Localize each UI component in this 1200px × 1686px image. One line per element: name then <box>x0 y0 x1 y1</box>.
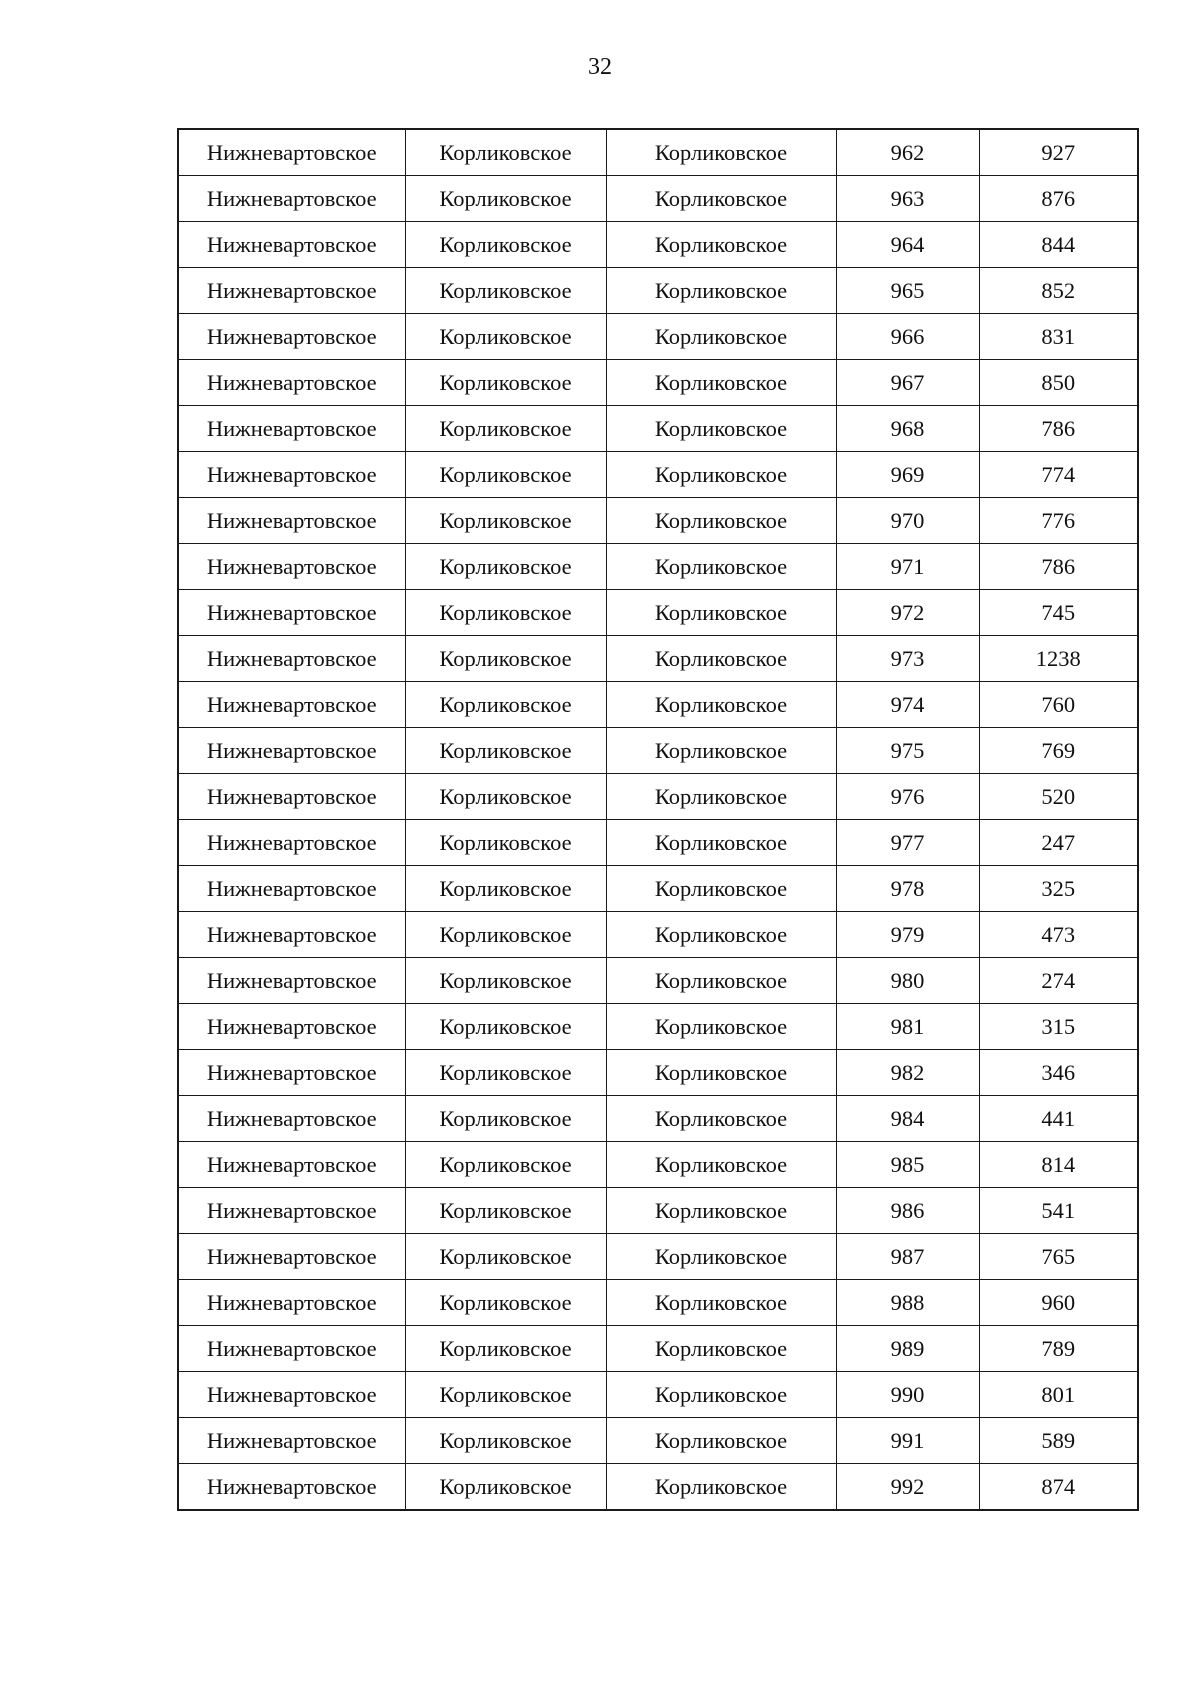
well-pad-number-cell: 977 <box>836 820 979 866</box>
district-cell: Нижневартовское <box>178 912 405 958</box>
field-cell: Корликовское <box>405 636 606 682</box>
well-pad-number-cell: 981 <box>836 1004 979 1050</box>
license-area-cell: Корликовское <box>606 1464 836 1511</box>
field-cell: Корликовское <box>405 129 606 176</box>
license-area-cell: Корликовское <box>606 682 836 728</box>
well-pad-number-cell: 970 <box>836 498 979 544</box>
table-row <box>178 774 1138 820</box>
table-row <box>178 406 1138 452</box>
value-cell: 769 <box>979 728 1138 774</box>
value-cell: 441 <box>979 1096 1138 1142</box>
license-area-cell: Корликовское <box>606 1326 836 1372</box>
value-cell: 774 <box>979 452 1138 498</box>
well-pad-number-cell: 963 <box>836 176 979 222</box>
value-cell: 960 <box>979 1280 1138 1326</box>
field-cell: Корликовское <box>405 222 606 268</box>
field-cell: Корликовское <box>405 820 606 866</box>
table-row <box>178 1188 1138 1234</box>
well-pad-number-cell: 967 <box>836 360 979 406</box>
field-cell: Корликовское <box>405 1004 606 1050</box>
table-row <box>178 1280 1138 1326</box>
value-cell: 520 <box>979 774 1138 820</box>
table-row <box>178 912 1138 958</box>
well-pad-number-cell: 973 <box>836 636 979 682</box>
well-pad-number-cell: 990 <box>836 1372 979 1418</box>
well-pad-number-cell: 984 <box>836 1096 979 1142</box>
table-body <box>178 129 1138 1510</box>
table-row <box>178 866 1138 912</box>
license-area-cell: Корликовское <box>606 498 836 544</box>
table-row <box>178 590 1138 636</box>
table-row <box>178 314 1138 360</box>
district-cell: Нижневартовское <box>178 1280 405 1326</box>
field-cell: Корликовское <box>405 176 606 222</box>
value-cell: 760 <box>979 682 1138 728</box>
field-cell: Корликовское <box>405 682 606 728</box>
district-cell: Нижневартовское <box>178 452 405 498</box>
value-cell: 589 <box>979 1418 1138 1464</box>
field-cell: Корликовское <box>405 406 606 452</box>
value-cell: 1238 <box>979 636 1138 682</box>
table-row <box>178 682 1138 728</box>
well-pad-number-cell: 979 <box>836 912 979 958</box>
field-cell: Корликовское <box>405 1280 606 1326</box>
license-area-cell: Корликовское <box>606 452 836 498</box>
field-cell: Корликовское <box>405 1418 606 1464</box>
district-cell: Нижневартовское <box>178 866 405 912</box>
value-cell: 541 <box>979 1188 1138 1234</box>
field-cell: Корликовское <box>405 1050 606 1096</box>
license-area-cell: Корликовское <box>606 912 836 958</box>
district-cell: Нижневартовское <box>178 1418 405 1464</box>
license-area-cell: Корликовское <box>606 1004 836 1050</box>
well-pad-number-cell: 962 <box>836 129 979 176</box>
value-cell: 473 <box>979 912 1138 958</box>
district-cell: Нижневартовское <box>178 636 405 682</box>
value-cell: 850 <box>979 360 1138 406</box>
well-pad-number-cell: 989 <box>836 1326 979 1372</box>
license-area-cell: Корликовское <box>606 820 836 866</box>
field-cell: Корликовское <box>405 268 606 314</box>
table-row <box>178 498 1138 544</box>
value-cell: 765 <box>979 1234 1138 1280</box>
license-area-cell: Корликовское <box>606 129 836 176</box>
value-cell: 315 <box>979 1004 1138 1050</box>
license-area-cell: Корликовское <box>606 590 836 636</box>
table-row <box>178 1004 1138 1050</box>
district-cell: Нижневартовское <box>178 176 405 222</box>
field-cell: Корликовское <box>405 958 606 1004</box>
value-cell: 776 <box>979 498 1138 544</box>
table-row <box>178 176 1138 222</box>
well-pad-number-cell: 985 <box>836 1142 979 1188</box>
field-cell: Корликовское <box>405 590 606 636</box>
field-cell: Корликовское <box>405 1096 606 1142</box>
field-cell: Корликовское <box>405 1142 606 1188</box>
field-cell: Корликовское <box>405 774 606 820</box>
district-cell: Нижневартовское <box>178 958 405 1004</box>
field-cell: Корликовское <box>405 498 606 544</box>
well-pad-number-cell: 965 <box>836 268 979 314</box>
table-row <box>178 544 1138 590</box>
field-cell: Корликовское <box>405 1234 606 1280</box>
value-cell: 346 <box>979 1050 1138 1096</box>
district-cell: Нижневартовское <box>178 1096 405 1142</box>
table-row <box>178 1050 1138 1096</box>
value-cell: 247 <box>979 820 1138 866</box>
table-row <box>178 728 1138 774</box>
value-cell: 927 <box>979 129 1138 176</box>
district-cell: Нижневартовское <box>178 1326 405 1372</box>
district-cell: Нижневартовское <box>178 1234 405 1280</box>
value-cell: 844 <box>979 222 1138 268</box>
well-pad-number-cell: 975 <box>836 728 979 774</box>
field-cell: Корликовское <box>405 314 606 360</box>
well-pad-number-cell: 980 <box>836 958 979 1004</box>
license-area-cell: Корликовское <box>606 1234 836 1280</box>
district-cell: Нижневартовское <box>178 406 405 452</box>
district-cell: Нижневартовское <box>178 1464 405 1511</box>
license-area-cell: Корликовское <box>606 314 836 360</box>
district-cell: Нижневартовское <box>178 728 405 774</box>
district-cell: Нижневартовское <box>178 774 405 820</box>
district-cell: Нижневартовское <box>178 222 405 268</box>
table-row <box>178 1096 1138 1142</box>
district-cell: Нижневартовское <box>178 314 405 360</box>
field-cell: Корликовское <box>405 1464 606 1511</box>
district-cell: Нижневартовское <box>178 498 405 544</box>
license-area-cell: Корликовское <box>606 222 836 268</box>
field-cell: Корликовское <box>405 1372 606 1418</box>
district-cell: Нижневартовское <box>178 1050 405 1096</box>
well-pad-number-cell: 969 <box>836 452 979 498</box>
table-row <box>178 452 1138 498</box>
district-cell: Нижневартовское <box>178 590 405 636</box>
table-row <box>178 958 1138 1004</box>
field-cell: Корликовское <box>405 866 606 912</box>
table-row <box>178 636 1138 682</box>
license-area-cell: Корликовское <box>606 636 836 682</box>
district-cell: Нижневартовское <box>178 268 405 314</box>
well-pad-number-cell: 976 <box>836 774 979 820</box>
table-row <box>178 222 1138 268</box>
field-cell: Корликовское <box>405 360 606 406</box>
table-row <box>178 360 1138 406</box>
well-pad-number-cell: 978 <box>836 866 979 912</box>
district-cell: Нижневартовское <box>178 129 405 176</box>
value-cell: 876 <box>979 176 1138 222</box>
table-row <box>178 129 1138 176</box>
value-cell: 874 <box>979 1464 1138 1511</box>
license-area-cell: Корликовское <box>606 176 836 222</box>
license-area-cell: Корликовское <box>606 268 836 314</box>
license-area-cell: Корликовское <box>606 958 836 1004</box>
table-row <box>178 1464 1138 1511</box>
license-area-cell: Корликовское <box>606 1372 836 1418</box>
value-cell: 814 <box>979 1142 1138 1188</box>
license-area-cell: Корликовское <box>606 1096 836 1142</box>
table-row <box>178 1142 1138 1188</box>
value-cell: 801 <box>979 1372 1138 1418</box>
license-area-cell: Корликовское <box>606 1418 836 1464</box>
license-area-cell: Корликовское <box>606 866 836 912</box>
license-area-cell: Корликовское <box>606 1280 836 1326</box>
value-cell: 786 <box>979 544 1138 590</box>
district-cell: Нижневартовское <box>178 1142 405 1188</box>
page-number: 32 <box>588 54 612 80</box>
district-cell: Нижневартовское <box>178 1188 405 1234</box>
well-pad-number-cell: 966 <box>836 314 979 360</box>
district-cell: Нижневартовское <box>178 1004 405 1050</box>
well-pad-number-cell: 982 <box>836 1050 979 1096</box>
well-pad-number-cell: 972 <box>836 590 979 636</box>
field-cell: Корликовское <box>405 544 606 590</box>
district-cell: Нижневартовское <box>178 360 405 406</box>
well-pad-number-cell: 964 <box>836 222 979 268</box>
table-row <box>178 1418 1138 1464</box>
well-pad-number-cell: 992 <box>836 1464 979 1511</box>
table-row <box>178 1372 1138 1418</box>
value-cell: 274 <box>979 958 1138 1004</box>
data-table <box>177 128 1139 1511</box>
value-cell: 786 <box>979 406 1138 452</box>
license-area-cell: Корликовское <box>606 360 836 406</box>
value-cell: 325 <box>979 866 1138 912</box>
table-row <box>178 268 1138 314</box>
well-pad-number-cell: 968 <box>836 406 979 452</box>
well-pad-number-cell: 986 <box>836 1188 979 1234</box>
value-cell: 789 <box>979 1326 1138 1372</box>
license-area-cell: Корликовское <box>606 406 836 452</box>
license-area-cell: Корликовское <box>606 544 836 590</box>
value-cell: 831 <box>979 314 1138 360</box>
field-cell: Корликовское <box>405 1188 606 1234</box>
district-cell: Нижневартовское <box>178 1372 405 1418</box>
field-cell: Корликовское <box>405 912 606 958</box>
well-pad-number-cell: 988 <box>836 1280 979 1326</box>
well-pad-number-cell: 974 <box>836 682 979 728</box>
field-cell: Корликовское <box>405 452 606 498</box>
license-area-cell: Корликовское <box>606 1142 836 1188</box>
value-cell: 745 <box>979 590 1138 636</box>
field-cell: Корликовское <box>405 1326 606 1372</box>
table-row <box>178 1326 1138 1372</box>
license-area-cell: Корликовское <box>606 728 836 774</box>
license-area-cell: Корликовское <box>606 1050 836 1096</box>
table-row <box>178 820 1138 866</box>
district-cell: Нижневартовское <box>178 820 405 866</box>
well-pad-number-cell: 987 <box>836 1234 979 1280</box>
license-area-cell: Корликовское <box>606 1188 836 1234</box>
table-row <box>178 1234 1138 1280</box>
district-cell: Нижневартовское <box>178 682 405 728</box>
value-cell: 852 <box>979 268 1138 314</box>
field-cell: Корликовское <box>405 728 606 774</box>
district-cell: Нижневартовское <box>178 544 405 590</box>
well-pad-number-cell: 991 <box>836 1418 979 1464</box>
well-pad-number-cell: 971 <box>836 544 979 590</box>
license-area-cell: Корликовское <box>606 774 836 820</box>
